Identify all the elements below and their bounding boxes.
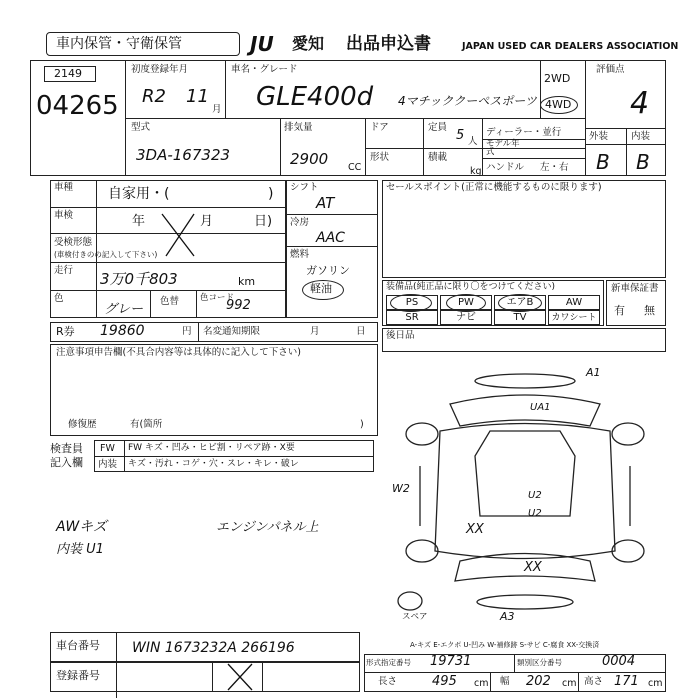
- mark-xx1: XX: [466, 522, 484, 537]
- load-unit: kg: [470, 166, 482, 177]
- inspection-day: 日): [254, 214, 273, 229]
- notes-label: 注意事項申告欄(不具合内容等は具体的に記入して下さい): [56, 347, 301, 358]
- recycle-unit: 円: [182, 326, 192, 337]
- chassis-label: 車台番号: [56, 639, 100, 652]
- inspector-label2: 記入欄: [50, 456, 83, 469]
- door-label: ドア: [370, 122, 389, 133]
- first-reg-label: 初度登録年月: [131, 64, 189, 75]
- inspector-label1: 検査員: [50, 442, 83, 455]
- lot-number: 04265: [36, 91, 119, 121]
- capacity-label: 定員: [428, 122, 448, 133]
- recycle-value: 19860: [100, 323, 145, 339]
- equip-navi: ナビ: [440, 310, 492, 325]
- mark-ua1: UA1: [530, 402, 551, 413]
- score-label: 評価点: [596, 64, 625, 75]
- inspection-year: 年: [132, 214, 146, 229]
- height-label: 高さ: [584, 676, 604, 687]
- form-no-value: 19731: [430, 654, 472, 669]
- spare-label: スペア: [402, 612, 428, 622]
- diagram-legend: A-キズ E-エクボ U-凹み W-補修跡 S-サビ C-腐食 XX-交換済: [410, 641, 600, 649]
- equip-ps-circle: [390, 294, 432, 312]
- ju-logo: JU: [250, 32, 274, 56]
- width-value: 202: [526, 674, 551, 689]
- reception-note: (車検付きのの記入して下さい): [54, 250, 158, 259]
- association-name: JAPAN USED CAR DEALERS ASSOCIATION: [462, 41, 679, 52]
- new-warranty-label: 新車保証書: [611, 283, 659, 294]
- usage-label: 車種: [54, 182, 74, 193]
- inspection-cross: [158, 210, 198, 260]
- handle-label: ハンドル: [486, 162, 525, 173]
- mileage-value: 3万0千803: [100, 270, 178, 288]
- car-name-label: 車名・グレード: [231, 64, 298, 75]
- equip-pw-circle: [446, 294, 486, 312]
- inspection-month: 月: [200, 214, 214, 229]
- int-label: 内装: [631, 131, 651, 142]
- color-label: 色: [54, 293, 64, 304]
- form-title: 出品申込書: [346, 34, 431, 54]
- sales-point-box: [382, 180, 666, 278]
- handle-value: 左・右: [540, 162, 569, 173]
- equip-airbag: エアB: [494, 295, 546, 310]
- length-value: 495: [432, 674, 457, 689]
- fuel-opt2: 軽油: [310, 282, 332, 295]
- int-value: B: [636, 150, 650, 174]
- tax-day: 日: [356, 326, 366, 337]
- inspector-fw-line: FW キズ・凹み・ヒビ割・リペア跡・X要: [128, 443, 295, 453]
- sales-point-label: セールスポイント(正常に機能するものに限ります): [386, 182, 602, 193]
- inspector-int-label: 内装: [98, 459, 118, 470]
- inspector-fw-label: FW: [100, 443, 115, 454]
- form-no-label: 形式指定番号: [366, 658, 411, 667]
- displacement-unit: CC: [348, 162, 362, 173]
- lot-small-number: 2149: [54, 67, 82, 80]
- repair-label: 修復歴: [68, 419, 97, 430]
- reg-cross: [220, 662, 260, 692]
- note-line2: 内装 U1: [56, 542, 104, 557]
- model-type-value: 3DA-167323: [136, 146, 231, 164]
- displacement-value: 2900: [290, 150, 329, 168]
- equip-aw: AW: [548, 295, 600, 310]
- after-day-box: [382, 328, 666, 352]
- repair-value: 有(箇所: [130, 419, 163, 430]
- new-warranty-no: 無: [644, 304, 655, 317]
- mark-xx2: XX: [524, 560, 542, 575]
- drive-4wd: 4WD: [545, 98, 572, 111]
- ext-label: 外装: [589, 131, 609, 142]
- length-unit: cm: [474, 678, 489, 689]
- car-grade-value: 4マチッククーペスポーツ: [398, 94, 537, 108]
- usage-value: 自家用・(: [108, 186, 170, 202]
- fuel-opt1: ガソリン: [306, 264, 350, 277]
- note-line1: AWキズ: [56, 519, 107, 535]
- displacement-label: 排気量: [284, 122, 313, 133]
- mileage-unit: km: [238, 275, 256, 288]
- shift-value: AT: [316, 194, 335, 212]
- color-code-value: 992: [226, 298, 251, 313]
- first-reg-month: 11: [186, 86, 209, 107]
- inspection-label: 車検: [54, 210, 74, 221]
- shift-label: シフト: [290, 182, 319, 193]
- color-value: グレー: [104, 302, 144, 317]
- cooling-label: 冷房: [290, 217, 310, 228]
- capacity-value: 5: [456, 128, 465, 143]
- usage-close: ): [268, 186, 274, 202]
- storage-label: 車内保管・守衛保管: [56, 36, 182, 52]
- length-label: 長さ: [378, 676, 398, 687]
- mark-u2a: U2: [528, 490, 542, 501]
- first-reg-year: R2: [142, 86, 166, 107]
- height-unit: cm: [648, 678, 663, 689]
- mark-u2b: U2: [528, 508, 542, 519]
- width-unit: cm: [562, 678, 577, 689]
- recycle-label: R券: [56, 325, 75, 338]
- reg-label: 登録番号: [56, 669, 100, 682]
- model-year-label: モデル年式: [486, 139, 520, 157]
- mark-a1: A1: [586, 366, 601, 379]
- tax-month: 月: [310, 326, 320, 337]
- equip-leather: カワシート: [548, 310, 600, 325]
- new-warranty-yes: 有: [614, 304, 625, 317]
- ext-value: B: [596, 150, 610, 174]
- cooling-value: AAC: [316, 230, 345, 246]
- inspector-int-line: キズ・汚れ・コゲ・穴・スレ・キレ・破レ: [128, 459, 299, 469]
- note-line3: エンジンパネル上: [216, 520, 319, 535]
- org-name: 愛知: [292, 34, 325, 53]
- equip-tv: TV: [494, 310, 546, 325]
- equip-ps: PS: [386, 295, 438, 310]
- car-diagram: [380, 356, 670, 624]
- color-change-label: 色替: [160, 296, 180, 307]
- after-day-label: 後日品: [386, 330, 415, 341]
- drive-2wd: 2WD: [544, 72, 571, 85]
- shape-label: 形状: [370, 152, 390, 163]
- score-value: 4: [630, 86, 650, 121]
- mileage-label: 走行: [54, 265, 74, 276]
- load-label: 積載: [428, 152, 448, 163]
- color-code-label: 色コード: [200, 293, 235, 303]
- height-value: 171: [614, 674, 639, 689]
- model-type-label: 型式: [131, 122, 151, 133]
- equip-airbag-circle: [498, 294, 542, 312]
- reception-label: 受検形態: [54, 237, 93, 248]
- capacity-unit: 人: [468, 136, 478, 147]
- class-no-value: 0004: [602, 654, 636, 669]
- dealer-label: ディーラー・並行: [486, 127, 562, 138]
- chassis-value: WIN 1673232A 266196: [132, 640, 295, 656]
- equip-sr: SR: [386, 310, 438, 325]
- width-label: 幅: [500, 676, 510, 687]
- class-no-label: 類別区分番号: [517, 658, 562, 667]
- tax-label: 名変通知期限: [203, 326, 261, 337]
- mark-w2: W2: [392, 482, 410, 495]
- mark-a3: A3: [500, 610, 515, 623]
- car-name-value: GLE400d: [256, 82, 374, 112]
- equip-pw: PW: [440, 295, 492, 310]
- equipment-label: 装備品(純正品に限り〇をつけてください): [386, 282, 556, 292]
- repair-close: ): [360, 419, 364, 430]
- first-reg-month-unit: 月: [212, 104, 222, 115]
- fuel-label: 燃料: [290, 249, 310, 260]
